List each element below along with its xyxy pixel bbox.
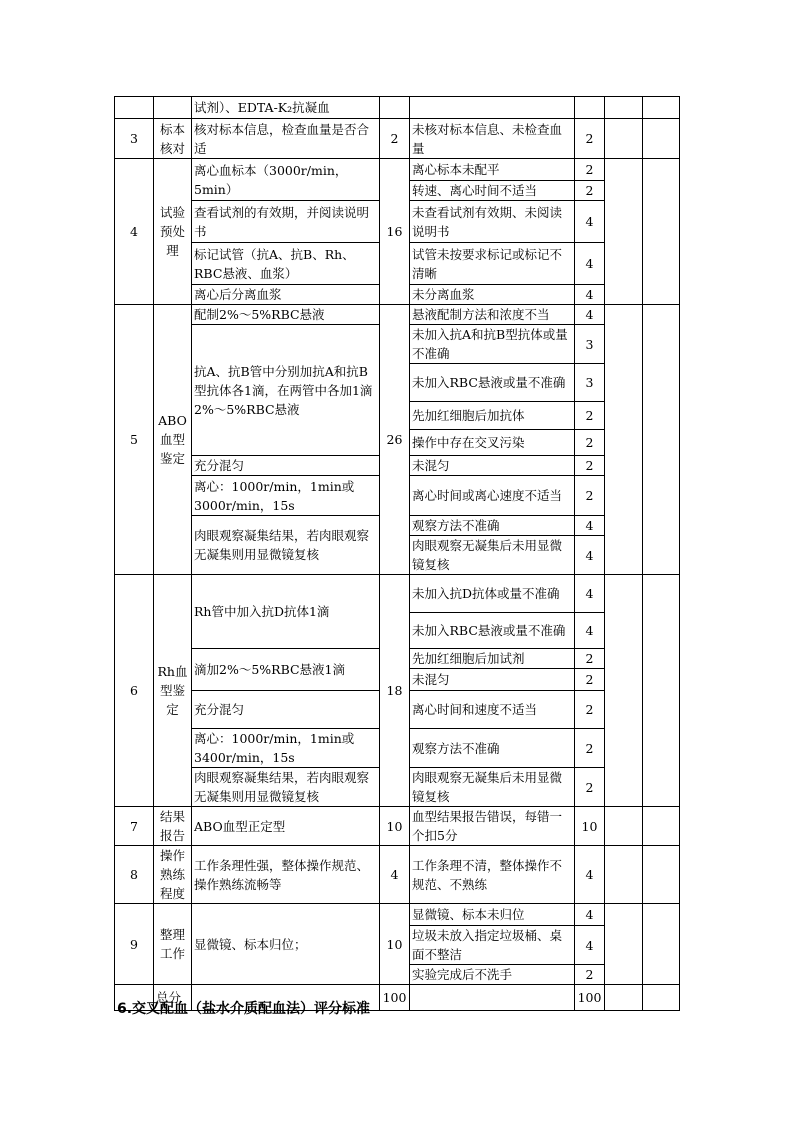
deduction-item: 未加入抗A和抗B型抗体或量不准确	[410, 325, 575, 364]
deduction-item: 未混匀	[410, 456, 575, 476]
actual-deduction	[605, 97, 643, 119]
deduction-points: 10	[575, 807, 605, 846]
deduction-item: 先加红细胞后加试剂	[410, 649, 575, 669]
deduction-item: 试管未按要求标记或标记不清晰	[410, 243, 575, 285]
step-number: 4	[115, 159, 154, 305]
deduction-points: 2	[575, 649, 605, 669]
table-row	[115, 846, 680, 904]
requirement: ABO血型正定型	[192, 807, 380, 846]
step-item	[154, 97, 192, 119]
total-deduct: 100	[575, 985, 605, 1011]
step-number	[115, 97, 154, 119]
deduction-points: 4	[575, 285, 605, 305]
actual-deduction	[605, 807, 643, 846]
total-blank	[643, 985, 680, 1011]
deduction-item: 未查看试剂有效期、未阅读说明书	[410, 201, 575, 243]
step-item: 操作熟练程度	[154, 846, 192, 904]
deduction-item: 肉眼观察无凝集后未用显微镜复核	[410, 768, 575, 807]
deduction-item: 未加入抗D抗体或量不准确	[410, 575, 575, 613]
deduction-item: 操作中存在交叉污染	[410, 430, 575, 456]
total-blank	[605, 985, 643, 1011]
deduction-points: 4	[575, 575, 605, 613]
actual-deduction	[605, 575, 643, 807]
deduction-points: 4	[575, 926, 605, 965]
requirement: 肉眼观察凝集结果，若肉眼观察无凝集则用显微镜复核	[192, 516, 380, 575]
actual-score	[643, 904, 680, 985]
requirement: 标记试管（抗A、抗B、Rh、RBC悬液、血浆）	[192, 243, 380, 285]
deduction-item	[410, 97, 575, 119]
requirement: 试剂）、EDTA-K₂抗凝血	[192, 97, 380, 119]
table-row	[115, 575, 680, 613]
step-number: 5	[115, 305, 154, 575]
step-number: 6	[115, 575, 154, 807]
actual-deduction	[605, 305, 643, 575]
deduction-item: 未分离血浆	[410, 285, 575, 305]
total-score: 100	[380, 985, 410, 1011]
step-score: 2	[380, 119, 410, 159]
actual-score	[643, 807, 680, 846]
deduction-points: 2	[575, 768, 605, 807]
step-item: 试验预处理	[154, 159, 192, 305]
step-item: 整理工作	[154, 904, 192, 985]
deduction-points: 4	[575, 536, 605, 575]
section-heading: 6.交叉配血（盐水介质配血法）评分标准	[117, 1001, 371, 1017]
step-item: ABO血型鉴定	[154, 305, 192, 575]
requirement: 滴加2%～5%RBC悬液1滴	[192, 649, 380, 691]
requirement: 核对标本信息，检查血量是否合适	[192, 119, 380, 159]
step-item: Rh血型鉴定	[154, 575, 192, 807]
actual-deduction	[605, 119, 643, 159]
step-score: 10	[380, 807, 410, 846]
deduction-item: 工作条理不清，整体操作不规范、不熟练	[410, 846, 575, 904]
deduction-item: 悬液配制方法和浓度不当	[410, 305, 575, 325]
deduction-item: 离心时间和速度不适当	[410, 691, 575, 729]
deduction-item: 离心标本未配平	[410, 159, 575, 181]
requirement: 肉眼观察凝集结果，若肉眼观察无凝集则用显微镜复核	[192, 768, 380, 807]
table-row	[115, 159, 680, 181]
deduction-points: 2	[575, 476, 605, 516]
deduction-item: 未加入RBC悬液或量不准确	[410, 364, 575, 402]
requirement: 离心后分离血浆	[192, 285, 380, 305]
deduction-item: 离心时间或离心速度不适当	[410, 476, 575, 516]
step-item: 标本核对	[154, 119, 192, 159]
step-number: 7	[115, 807, 154, 846]
requirement: 查看试剂的有效期，并阅读说明书	[192, 201, 380, 243]
table-row	[115, 97, 680, 119]
deduction-points: 4	[575, 305, 605, 325]
requirement: 充分混匀	[192, 456, 380, 476]
deduction-points: 3	[575, 325, 605, 364]
actual-score	[643, 97, 680, 119]
deduction-item: 垃圾未放入指定垃圾桶、桌面不整洁	[410, 926, 575, 965]
deduction-points: 2	[575, 729, 605, 768]
scoring-table	[114, 96, 680, 1011]
deduction-item: 实验完成后不洗手	[410, 965, 575, 985]
deduction-item: 未加入RBC悬液或量不准确	[410, 613, 575, 649]
actual-score	[643, 305, 680, 575]
step-score	[380, 97, 410, 119]
table-row	[115, 305, 680, 325]
step-score: 18	[380, 575, 410, 807]
requirement: 离心：1000r/min，1min或3000r/min，15s	[192, 476, 380, 516]
deduction-points: 2	[575, 181, 605, 201]
requirement: 显微镜、标本归位；	[192, 904, 380, 985]
deduction-points: 2	[575, 402, 605, 430]
step-number: 9	[115, 904, 154, 985]
table-row	[115, 904, 680, 926]
total-blank	[410, 985, 575, 1011]
table-row	[115, 119, 680, 159]
actual-deduction	[605, 846, 643, 904]
requirement: 工作条理性强，整体操作规范、操作熟练流畅等	[192, 846, 380, 904]
deduction-points: 2	[575, 159, 605, 181]
deduction-item: 观察方法不准确	[410, 516, 575, 536]
deduction-points: 4	[575, 243, 605, 285]
step-number: 3	[115, 119, 154, 159]
requirement: 配制2%～5%RBC悬液	[192, 305, 380, 325]
deduction-item: 观察方法不准确	[410, 729, 575, 768]
step-score: 4	[380, 846, 410, 904]
deduction-item: 转速、离心时间不适当	[410, 181, 575, 201]
total-label: 总分	[154, 985, 192, 1011]
requirement: 充分混匀	[192, 691, 380, 729]
requirement: Rh管中加入抗D抗体1滴	[192, 575, 380, 649]
requirement: 离心：1000r/min，1min或3400r/min，15s	[192, 729, 380, 768]
deduction-points: 3	[575, 364, 605, 402]
deduction-points: 2	[575, 965, 605, 985]
deduction-points: 2	[575, 669, 605, 691]
requirement: 抗A、抗B管中分别加抗A和抗B型抗体各1滴，在两管中各加1滴2%～5%RBC悬液	[192, 325, 380, 456]
deduction-item: 血型结果报告错误，每错一个扣5分	[410, 807, 575, 846]
deduction-item: 肉眼观察无凝集后未用显微镜复核	[410, 536, 575, 575]
deduction-item: 显微镜、标本未归位	[410, 904, 575, 926]
table-row	[115, 807, 680, 846]
step-score: 10	[380, 904, 410, 985]
deduction-points: 2	[575, 430, 605, 456]
step-item: 结果报告	[154, 807, 192, 846]
step-score: 16	[380, 159, 410, 305]
deduction-points: 2	[575, 691, 605, 729]
deduction-item: 未混匀	[410, 669, 575, 691]
actual-deduction	[605, 159, 643, 305]
requirement: 离心血标本（3000r/min，5min）	[192, 159, 380, 201]
step-number: 8	[115, 846, 154, 904]
deduction-points: 2	[575, 456, 605, 476]
actual-deduction	[605, 904, 643, 985]
deduction-points: 2	[575, 119, 605, 159]
actual-score	[643, 575, 680, 807]
step-score: 26	[380, 305, 410, 575]
deduction-points: 4	[575, 904, 605, 926]
actual-score	[643, 846, 680, 904]
deduction-item: 未核对标本信息、未检查血量	[410, 119, 575, 159]
actual-score	[643, 119, 680, 159]
deduction-points: 4	[575, 846, 605, 904]
deduction-points	[575, 97, 605, 119]
deduction-points: 4	[575, 201, 605, 243]
actual-score	[643, 159, 680, 305]
deduction-points: 4	[575, 613, 605, 649]
deduction-points: 4	[575, 516, 605, 536]
deduction-item: 先加红细胞后加抗体	[410, 402, 575, 430]
